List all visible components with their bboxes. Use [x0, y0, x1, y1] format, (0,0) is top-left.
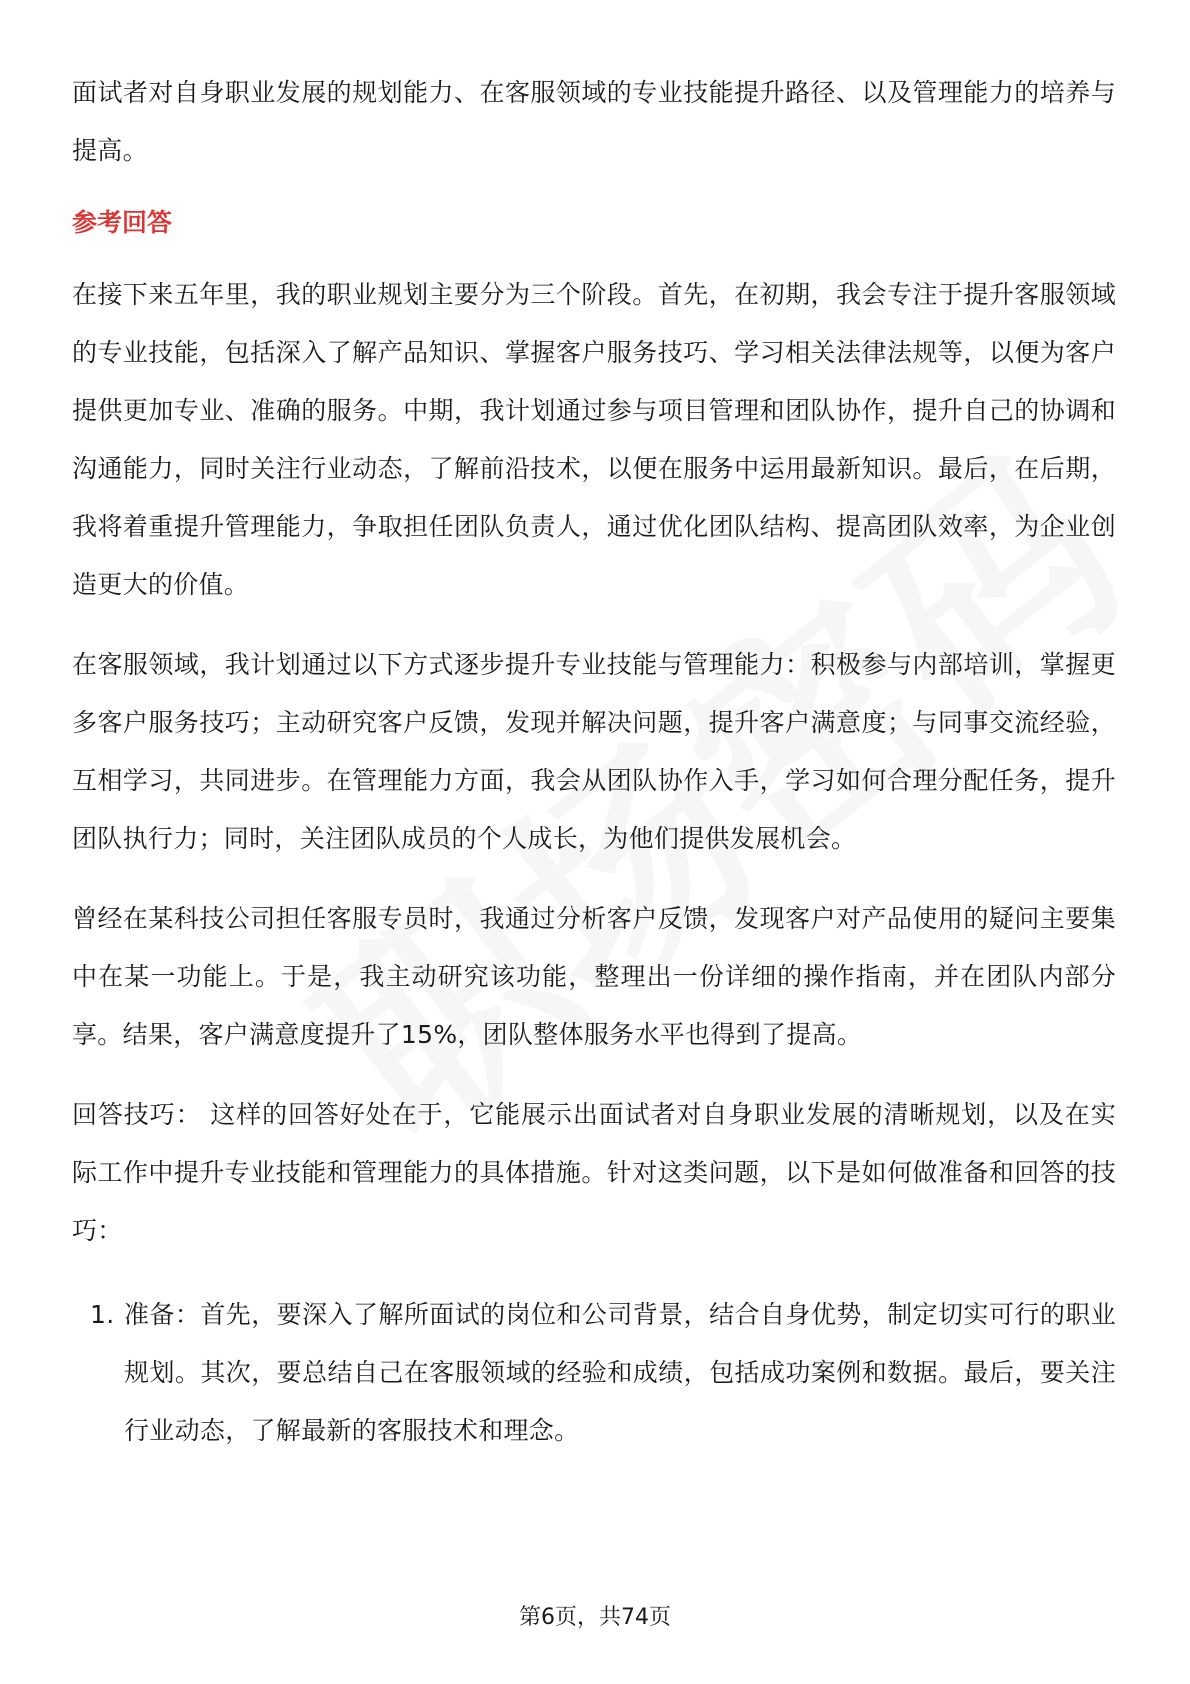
intro-paragraph: 面试者对自身职业发展的规划能力、在客服领域的专业技能提升路径、以及管理能力的培养与提高。 [72, 78, 1116, 165]
page-footer: 第6页，共74页 [519, 1605, 671, 1630]
answer-paragraph-3: 曾经在某科技公司担任客服专员时，我通过分析客户反馈，发现客户对产品使用的疑问主要集中在某一功能上。于是，我主动研究该功能，整理出一份详细的操作指南，并在团队内部分享。结果，客户满意度提升了15%，团队整体服务水平也得到了提高。 [72, 904, 1116, 1049]
answer-paragraph-2: 在客服领域，我计划通过以下方式逐步提升专业技能与管理能力：积极参与内部培训，掌握更多客户服务技巧；主动研究客户反馈，发现并解决问题，提升客户满意度；与同事交流经验，互相学习，共同进步。在管理能力方面，我会从团队协作入手，学习如何合理分配任务，提升团队执行力；同时，关注团队成员的个人成长，为他们提供发展机会。 [72, 650, 1116, 853]
document-body [72, 64, 1116, 1460]
list-item-text: 准备：首先，要深入了解所面试的岗位和公司背景，结合自身优势，制定切实可行的职业规划。其次，要总结自己在客服领域的经验和成绩，包括成功案例和数据。最后，要关注行业动态，了解最新的客服技术和理念。 [124, 1300, 1116, 1445]
tips-paragraph: 回答技巧： 这样的回答好处在于，它能展示出面试者对自身职业发展的清晰规划，以及在实际工作中提升专业技能和管理能力的具体措施。针对这类问题，以下是如何做准备和回答的技巧： [72, 1100, 1116, 1245]
tips-list [72, 1286, 1116, 1460]
answer-paragraph-1: 在接下来五年里，我的职业规划主要分为三个阶段。首先，在初期，我会专注于提升客服领域的专业技能，包括深入了解产品知识、掌握客户服务技巧、学习相关法律法规等，以便为客户提供更加专业、准确的服务。中期，我计划通过参与项目管理和团队协作，提升自己的协调和沟通能力，同时关注行业动态，了解前沿技术，以便在服务中运用最新知识。最后，在后期，我将着重提升管理能力，争取担任团队负责人，通过优化团队结构、提高团队效率，为企业创造更大的价值。 [72, 280, 1116, 599]
section-heading: 参考回答 [72, 208, 173, 237]
list-item-number: 1. [90, 1300, 115, 1329]
list-item [72, 1286, 1116, 1460]
